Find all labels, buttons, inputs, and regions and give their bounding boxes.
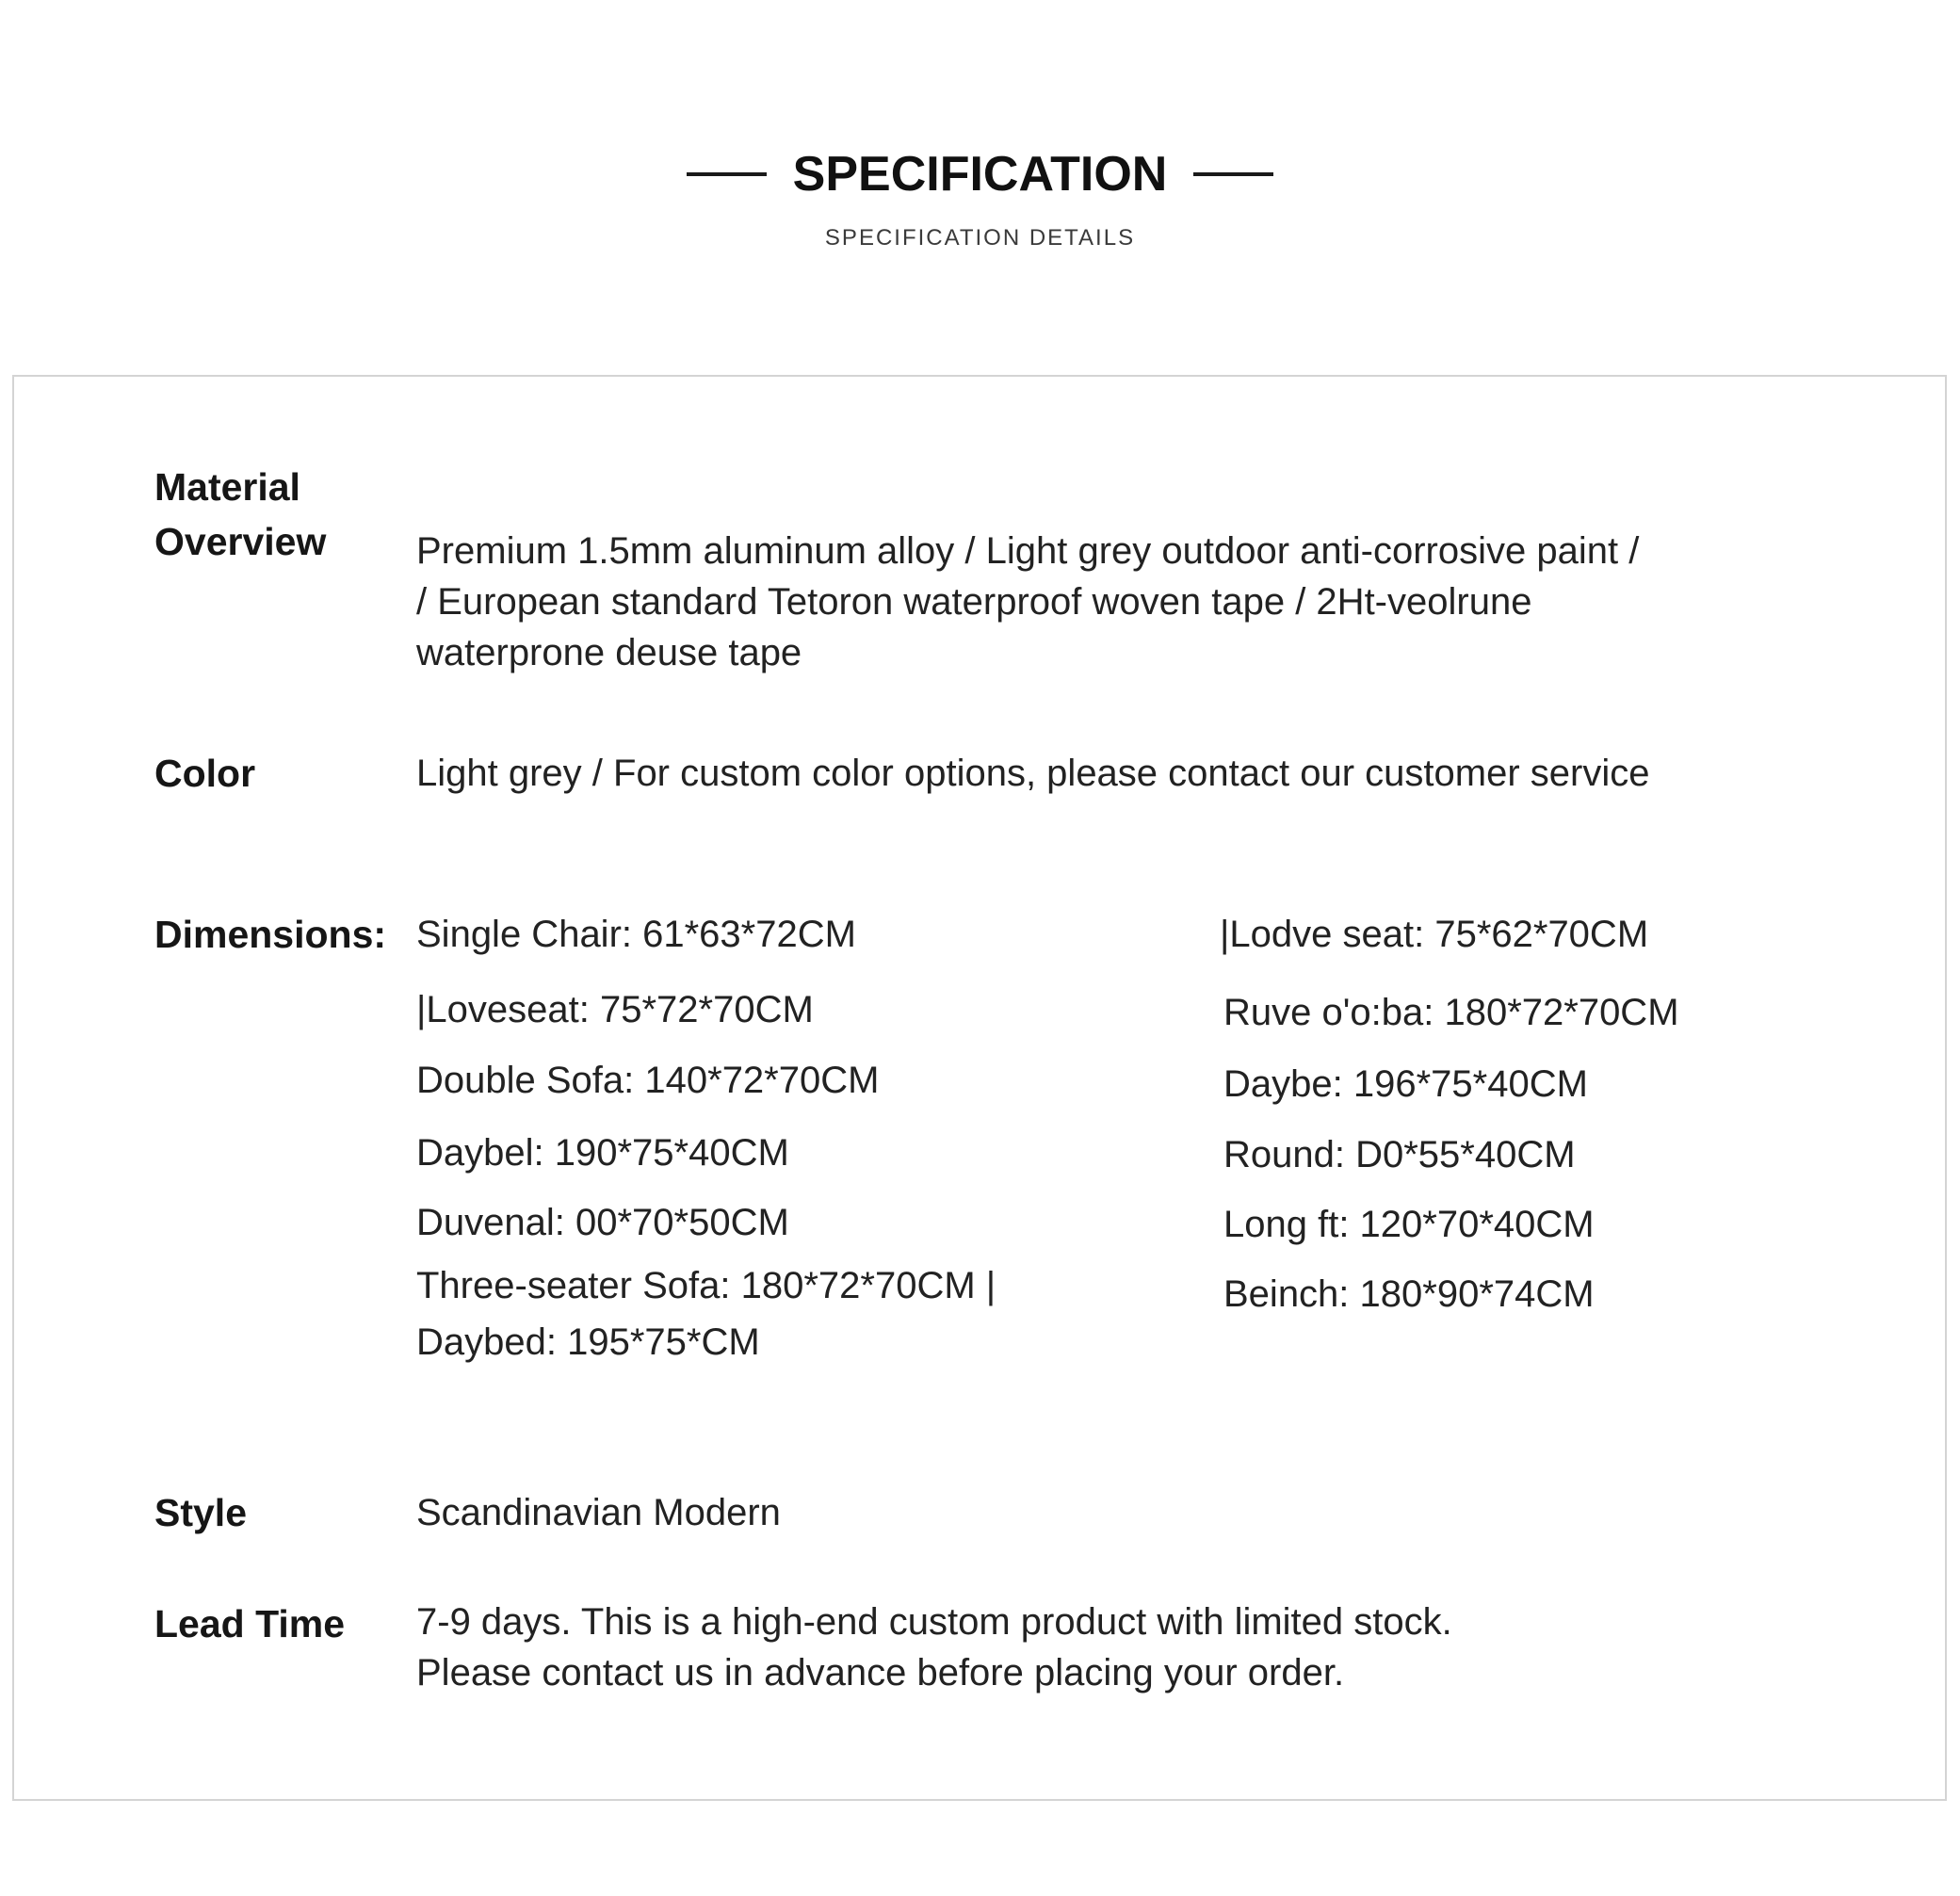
spec-header bbox=[0, 137, 1960, 251]
dimension-item-left-1: Single Chair: 61*63*72CM bbox=[416, 914, 856, 955]
dimension-item-left-6: Three-seater Sofa: 180*72*70CM | bbox=[416, 1265, 996, 1306]
dimension-item-right-2: Ruve o'o:ba: 180*72*70CM bbox=[1223, 992, 1679, 1033]
material-value bbox=[416, 526, 1639, 678]
dimension-item-right-6: Beinch: 180*90*74CM bbox=[1223, 1273, 1595, 1315]
dimension-item-left-2: |Loveseat: 75*72*70CM bbox=[416, 989, 814, 1030]
material-value-line2: / European standard Tetoron waterproof woven tape / 2Ht-veolrune bbox=[416, 581, 1532, 623]
dimension-item-right-5: Long ft: 120*70*40CM bbox=[1223, 1204, 1595, 1245]
page-title: SPECIFICATION bbox=[792, 147, 1168, 202]
material-label-line2: Overview bbox=[154, 520, 327, 563]
page-subtitle: SPECIFICATION DETAILS bbox=[824, 225, 1136, 251]
dimension-item-left-5: Duvenal: 00*70*50CM bbox=[416, 1202, 789, 1243]
dimension-item-right-3: Daybe: 196*75*40CM bbox=[1223, 1063, 1588, 1105]
material-label-line1: Material bbox=[154, 465, 300, 509]
lead-time-value-line2: Please contact us in advance before placing your order. bbox=[416, 1652, 1345, 1693]
dimensions-label: Dimensions: bbox=[154, 913, 387, 956]
dimension-item-left-7: Daybed: 195*75*CM bbox=[416, 1321, 760, 1363]
color-value: Light grey / For custom color options, please contact our customer service bbox=[416, 753, 1650, 794]
dimension-item-left-4: Daybel: 190*75*40CM bbox=[416, 1132, 789, 1174]
style-value: Scandinavian Modern bbox=[416, 1492, 781, 1533]
dimension-item-right-4: Round: D0*55*40CM bbox=[1223, 1134, 1576, 1175]
lead-time-label: Lead Time bbox=[154, 1602, 346, 1645]
specification-card bbox=[12, 375, 1947, 1801]
title-row bbox=[0, 137, 1960, 212]
dimension-item-left-3: Double Sofa: 140*72*70CM bbox=[416, 1060, 880, 1101]
dimension-item-right-1: |Lodve seat: 75*62*70CM bbox=[1220, 914, 1649, 955]
style-label: Style bbox=[154, 1491, 247, 1534]
color-label: Color bbox=[154, 752, 256, 795]
lead-time-value-line1: 7-9 days. This is a high-end custom product with limited stock. bbox=[416, 1601, 1452, 1643]
material-value-line1: Premium 1.5mm aluminum alloy / Light grey outdoor anti-corrosive paint / bbox=[416, 530, 1640, 572]
title-right-divider bbox=[1193, 172, 1273, 176]
title-left-divider bbox=[687, 172, 767, 176]
lead-time-value bbox=[416, 1596, 1452, 1698]
material-value-line3: waterprone deuse tape bbox=[416, 632, 802, 673]
material-label bbox=[154, 460, 326, 569]
